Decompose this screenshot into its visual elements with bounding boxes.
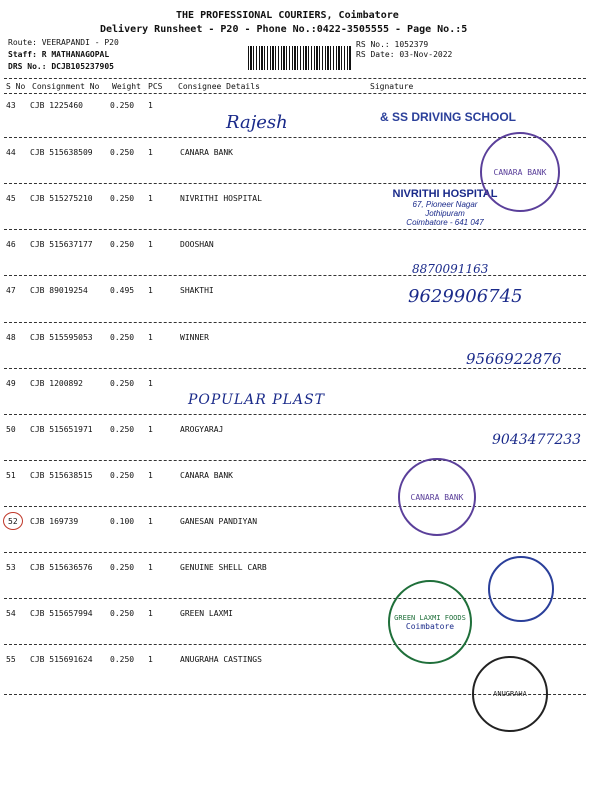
row-sno: 46 — [6, 240, 16, 249]
row-weight: 0.250 — [110, 471, 135, 480]
row-consignee: CANARA BANK — [180, 148, 233, 157]
canara-bank-stamp-44 — [480, 132, 560, 212]
row-sno: 50 — [6, 425, 16, 434]
row-pcs: 1 — [148, 240, 153, 249]
row-sno: 49 — [6, 379, 16, 388]
company-title: THE PROFESSIONAL COURIERS, Coimbatore — [176, 10, 399, 21]
handwritten-rajesh: Rajesh — [226, 112, 288, 133]
row-divider — [4, 506, 586, 507]
nivrithi-stamp-address-2: Jothipuram — [425, 209, 465, 218]
row-pcs: 1 — [148, 425, 153, 434]
col-consignee: Consignee Details — [178, 82, 260, 91]
staff-label: Staff: R MATHANAGOPAL — [8, 50, 110, 59]
handwritten-phone-47: 9629906745 — [408, 286, 523, 307]
barcode — [248, 46, 352, 70]
row-consignment: CJB 515637177 — [30, 240, 93, 249]
highlight-circle — [3, 512, 23, 530]
row-consignee: GENUINE SHELL CARB — [180, 563, 267, 572]
row-sno: 48 — [6, 333, 16, 342]
header-divider-top — [4, 78, 586, 79]
row-consignment: CJB 515691624 — [30, 655, 93, 664]
handwritten-phone-50: 9043477233 — [492, 432, 582, 448]
row-divider — [4, 414, 586, 415]
row-sno: 54 — [6, 609, 16, 618]
row-divider — [4, 368, 586, 369]
row-consignment: CJB 515636576 — [30, 563, 93, 572]
rs-date-label: RS Date: 03-Nov-2022 — [356, 50, 453, 59]
row-weight: 0.250 — [110, 148, 135, 157]
nivrithi-stamp-address-1: 67, Pioneer Nagar — [412, 200, 478, 209]
row-consignee: SHAKTHI — [180, 286, 214, 295]
row-pcs: 1 — [148, 148, 153, 157]
row-weight: 0.250 — [110, 425, 135, 434]
canara-bank-stamp-51 — [398, 458, 476, 536]
drs-label: DRS No.: DCJB105237905 — [8, 62, 114, 71]
row-sno: 55 — [6, 655, 16, 664]
row-pcs: 1 — [148, 609, 153, 618]
row-pcs: 1 — [148, 194, 153, 203]
row-sno: 53 — [6, 563, 16, 572]
row-pcs: 1 — [148, 333, 153, 342]
row-consignee: CANARA BANK — [180, 471, 233, 480]
row-weight: 0.250 — [110, 655, 135, 664]
row-consignee: NIVRITHI HOSPITAL — [180, 194, 262, 203]
col-weight: Weight — [112, 82, 141, 91]
row-consignment: CJB 89019254 — [30, 286, 88, 295]
row-consignee: WINNER — [180, 333, 209, 342]
row-weight: 0.250 — [110, 563, 135, 572]
row-consignment: CJB 169739 — [30, 517, 79, 526]
nivrithi-stamp-title: NIVRITHI HOSPITAL — [392, 188, 498, 200]
header-divider-bottom — [4, 93, 586, 94]
row-consignee: DOOSHAN — [180, 240, 214, 249]
row-consignment: CJB 515275210 — [30, 194, 93, 203]
row-consignment: CJB 515638509 — [30, 148, 93, 157]
row-divider — [4, 275, 586, 276]
row-weight: 0.250 — [110, 379, 135, 388]
row-weight: 0.495 — [110, 286, 135, 295]
col-signature: Signature — [370, 82, 414, 91]
row-consignment: CJB 515595053 — [30, 333, 93, 342]
row-consignee: AROGYARAJ — [180, 425, 224, 434]
canara-bank-stamp-text: CANARA BANK — [493, 167, 547, 177]
route-label: Route: VEERAPANDI - P20 — [8, 38, 119, 47]
green-laxmi-stamp-city: Coimbatore — [405, 621, 455, 631]
ss-driving-school-stamp: & SS DRIVING SCHOOL — [380, 110, 517, 124]
row-pcs: 1 — [148, 655, 153, 664]
col-consignment: Consignment No — [32, 82, 100, 91]
handwritten-phone-48: 9566922876 — [466, 350, 562, 368]
canara-bank-stamp-text: CANARA BANK — [410, 492, 464, 502]
rs-no-label: RS No.: 1052379 — [356, 40, 429, 49]
handwritten-phone-46: 8870091163 — [412, 262, 489, 276]
row-pcs: 1 — [148, 563, 153, 572]
row-weight: 0.100 — [110, 517, 135, 526]
genuine-shell-stamp — [488, 556, 554, 622]
runsheet-title: Delivery Runsheet - P20 - Phone No.:0422-3505555 - Page No.:5 — [100, 24, 468, 35]
row-pcs: 1 — [148, 101, 153, 110]
row-sno: 47 — [6, 286, 16, 295]
anugraha-stamp-text: ANUGRAHA — [493, 690, 527, 698]
row-weight: 0.250 — [110, 101, 135, 110]
nivrithi-stamp-address-3: Coimbatore - 641 047 — [406, 218, 484, 227]
row-consignment: CJB 1225460 — [30, 101, 83, 110]
row-consignment: CJB 515651971 — [30, 425, 93, 434]
handwritten-popular-plast: POPULAR PLAST — [188, 392, 326, 408]
row-sno: 52 — [8, 517, 18, 526]
col-pcs: PCS — [148, 82, 163, 91]
row-consignee: GANESAN PANDIYAN — [180, 517, 258, 526]
row-sno: 43 — [6, 101, 16, 110]
row-consignee: GREEN LAXMI — [180, 609, 233, 618]
row-consignment: CJB 515638515 — [30, 471, 93, 480]
row-pcs: 1 — [148, 517, 153, 526]
row-pcs: 1 — [148, 286, 153, 295]
row-weight: 0.250 — [110, 240, 135, 249]
green-laxmi-stamp — [388, 580, 472, 664]
row-divider — [4, 644, 586, 645]
row-pcs: 1 — [148, 471, 153, 480]
row-weight: 0.250 — [110, 609, 135, 618]
col-sno: S No — [6, 82, 26, 91]
row-sno: 45 — [6, 194, 16, 203]
row-divider — [4, 552, 586, 553]
row-divider — [4, 322, 586, 323]
row-consignment: CJB 1200892 — [30, 379, 83, 388]
row-weight: 0.250 — [110, 194, 135, 203]
row-pcs: 1 — [148, 379, 153, 388]
row-divider — [4, 460, 586, 461]
anugraha-stamp — [472, 656, 548, 732]
row-sno: 51 — [6, 471, 16, 480]
green-laxmi-stamp-name: GREEN LAXMI FOODS — [394, 613, 466, 622]
row-sno: 44 — [6, 148, 16, 157]
row-consignee: ANUGRAHA CASTINGS — [180, 655, 262, 664]
row-weight: 0.250 — [110, 333, 135, 342]
row-consignment: CJB 515657994 — [30, 609, 93, 618]
row-divider — [4, 229, 586, 230]
